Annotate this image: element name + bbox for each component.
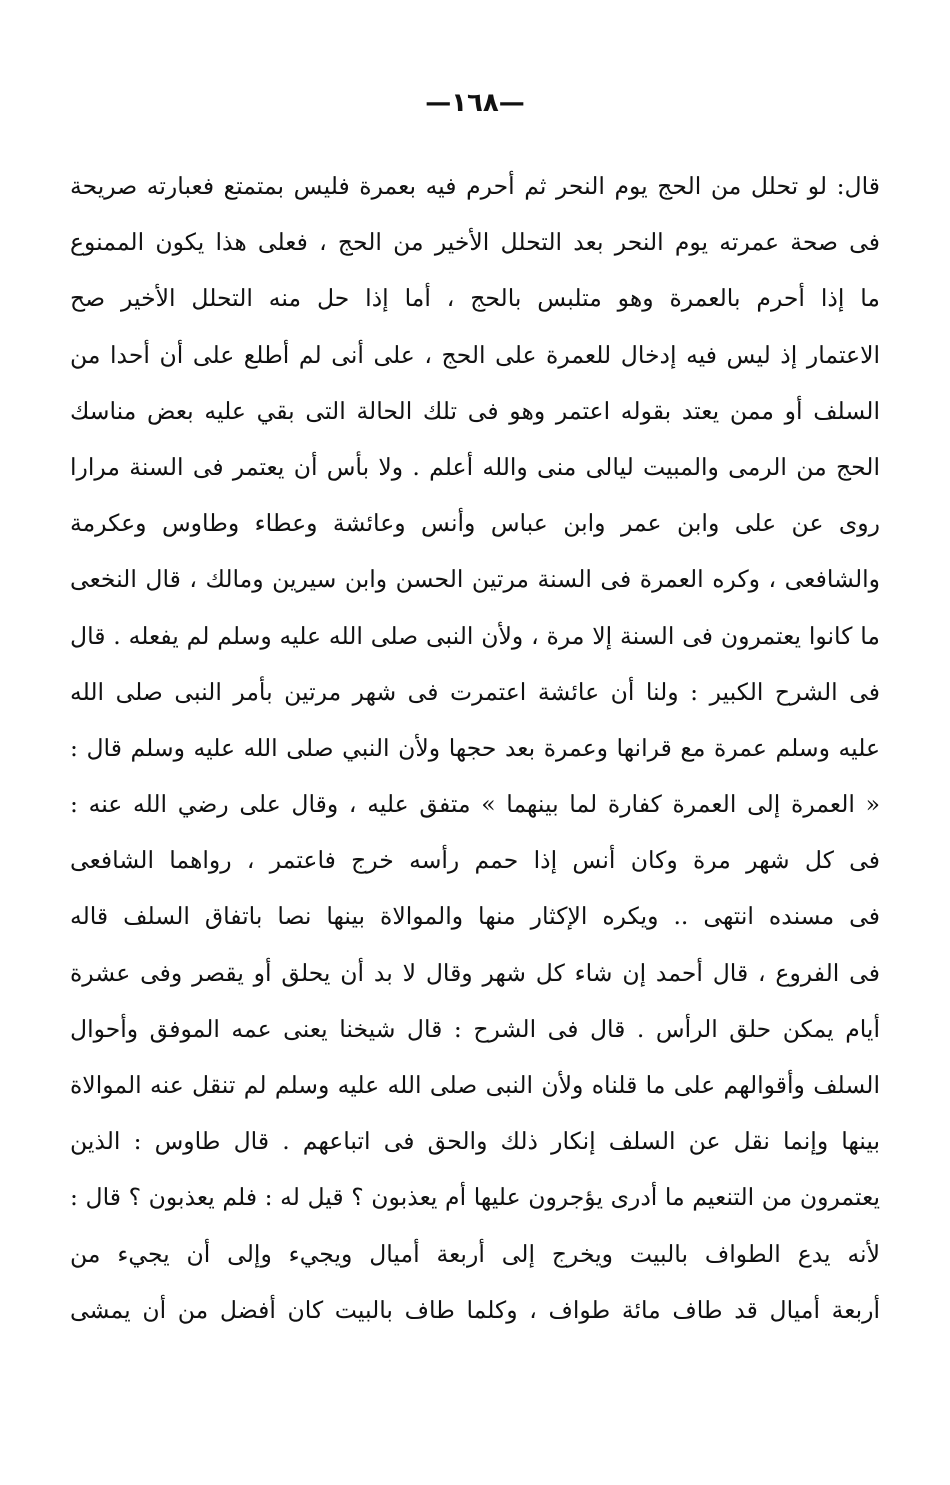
- text-line: فى مسنده انتهى .. ويكره الإكثار منها والموالاة بينها نصا باتفاق السلف قاله: [70, 902, 880, 931]
- text-line: السلف أو ممن يعتد بقوله اعتمر وهو فى تلك الحالة التى بقي عليه بعض مناسك: [70, 396, 880, 425]
- text-line: قال: لو تحلل من الحج يوم النحر ثم أحرم فيه بعمرة فليس بمتمتع فعبارته صريحة: [70, 172, 880, 200]
- text-line: فى الفروع ، قال أحمد إن شاء كل شهر وقال لا بد أن يحلق أو يقصر وفى عشرة: [70, 958, 880, 987]
- body-text: [70, 158, 880, 1338]
- text-line: فى كل شهر مرة وكان أنس إذا حمم رأسه خرج فاعتمر ، رواهما الشافعى: [70, 846, 880, 875]
- text-line: « العمرة إلى العمرة كفارة لما بينهما » متفق عليه ، وقال على رضي الله عنه :: [70, 790, 880, 819]
- text-line: بينها وإنما نقل عن السلف إنكار ذلك والحق فى اتباعهم . قال طاوس : الذين: [70, 1127, 880, 1156]
- text-line: يعتمرون من التنعيم ما أدرى يؤجرون عليها أم يعذبون ؟ قيل له : فلم يعذبون ؟ قال :: [70, 1183, 880, 1212]
- text-line: فى صحة عمرته يوم النحر بعد التحلل الأخير من الحج ، فعلى هذا يكون الممنوع: [70, 228, 880, 257]
- text-line: السلف وأقوالهم على ما قلناه ولأن النبى صلى الله عليه وسلم لم تنقل عنه الموالاة: [70, 1071, 880, 1099]
- text-line: الحج من الرمى والمبيت ليالى منى والله أعلم . ولا بأس أن يعتمر فى السنة مرارا: [70, 452, 880, 481]
- text-line: والشافعى ، وكره العمرة فى السنة مرتين الحسن وابن سيرين ومالك ، قال النخعى: [70, 565, 880, 594]
- text-line: روى عن على وابن عمر وابن عباس وأنس وعائشة وعطاء وطاوس وعكرمة: [70, 509, 880, 538]
- text-line: ما إذا أحرم بالعمرة وهو متلبس بالحج ، أما إذا حل منه التحلل الأخير صح: [70, 284, 880, 313]
- text-line: الاعتمار إذ ليس فيه إدخال للعمرة على الحج ، على أنى لم أطلع على أن أحدا من: [70, 340, 880, 369]
- text-line: فى الشرح الكبير : ولنا أن عائشة اعتمرت فى شهر مرتين بأمر النبى صلى الله: [70, 677, 880, 706]
- text-line: عليه وسلم عمرة مع قرانها وعمرة بعد حجها ولأن النبي صلى الله عليه وسلم قال :: [70, 733, 880, 762]
- text-line: أيام يمكن حلق الرأس . قال فى الشرح : قال شيخنا يعنى عمه الموفق وأحوال: [70, 1014, 880, 1043]
- page-header: [0, 88, 950, 118]
- text-line: لأنه يدع الطواف بالبيت ويخرج إلى أربعة أميال ويجيء وإلى أن يجيء من: [70, 1239, 880, 1268]
- text-line: ما كانوا يعتمرون فى السنة إلا مرة ، ولأن النبى صلى الله عليه وسلم لم يفعله . قال: [70, 621, 880, 650]
- text-line: أربعة أميال قد طاف مائة طواف ، وكلما طاف بالبيت كان أفضل من أن يمشى: [70, 1295, 880, 1324]
- page-number: —١٦٨—: [425, 88, 525, 118]
